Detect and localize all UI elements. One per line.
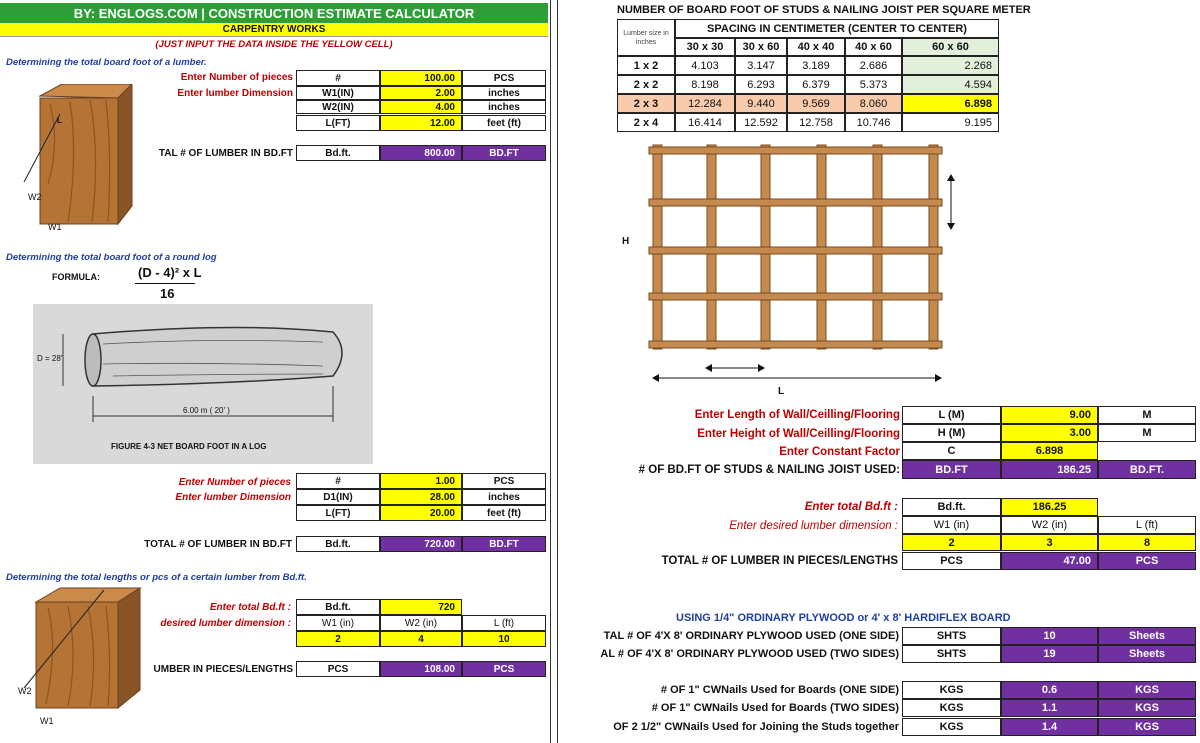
nails-joint-value: 1.4 <box>1001 718 1098 736</box>
studs-bdft-label: # OF BD.FT OF STUDS & NAILING JOIST USED: <box>638 464 900 476</box>
pieces-label: Enter Number of pieces <box>180 72 293 83</box>
plywood-two-sides-value: 19 <box>1001 645 1098 663</box>
stud-frame-illustration <box>645 143 950 353</box>
formula-divider <box>135 283 195 284</box>
log-pcs-unit: PCS <box>462 473 546 489</box>
plywood-one-side-value: 10 <box>1001 627 1098 645</box>
wall-length-label: Enter Length of Wall/Ceilling/Flooring <box>694 409 900 421</box>
log-dimension-label: Enter lumber Dimension <box>175 492 291 503</box>
nails-joint-label: OF 2 1/2" CWNails Used for Joining the Studs together <box>613 721 899 733</box>
log-total-unit: BD.FT <box>462 536 546 552</box>
log-figure-caption: FIGURE 4-3 NET BOARD FOOT IN A LOG <box>111 442 267 451</box>
pcs-total-symbol: PCS <box>296 661 380 677</box>
log-pcs-symbol: # <box>296 473 380 489</box>
w1-input[interactable]: 2.00 <box>380 86 462 100</box>
pcs-bdft-input[interactable]: 720 <box>380 599 462 615</box>
dim-label-w1: W1 <box>48 222 62 232</box>
pcs2-w1-header: W1 (in) <box>902 516 1001 534</box>
plywood-two-sides-label: AL # OF 4'X 8' ORDINARY PLYWOOD USED (TWO SIDES) <box>600 648 899 660</box>
pcs-total-label: UMBER IN PIECES/LENGTHS <box>153 664 293 675</box>
w1-symbol: W1(IN) <box>296 86 380 100</box>
nails-joint-symbol: KGS <box>902 718 1001 736</box>
log-pieces-label: Enter Number of pieces <box>178 477 291 488</box>
log-d1-input[interactable]: 28.00 <box>380 489 462 505</box>
pcs-l-input[interactable]: 10 <box>462 631 546 647</box>
table-cell: 3.147 <box>735 56 787 75</box>
app-title-bar: BY: ENGLOGS.COM | CONSTRUCTION ESTIMATE CALCULATOR <box>0 3 548 23</box>
table-cell: 2.268 <box>902 56 999 75</box>
log-total-label: TOTAL # OF LUMBER IN BD.FT <box>144 539 292 550</box>
input-instruction: (JUST INPUT THE DATA INSIDE THE YELLOW CELL) <box>155 39 393 50</box>
spacing-header: SPACING IN CENTIMETER (CENTER TO CENTER) <box>675 19 999 38</box>
pcs2-bdft-symbol: Bd.ft. <box>902 498 1001 516</box>
dim-label-w1-b: W1 <box>40 716 54 726</box>
col-header: 60 x 60 <box>902 38 999 56</box>
w2-input[interactable]: 4.00 <box>380 100 462 114</box>
pcs-w2-input[interactable]: 4 <box>380 631 462 647</box>
dim-label-l: L <box>57 116 62 125</box>
pcs2-bdft-input[interactable]: 186.25 <box>1001 498 1098 516</box>
table-cell: 12.592 <box>735 113 787 132</box>
pcs-unit: PCS <box>462 70 546 86</box>
log-l-unit: feet (ft) <box>462 505 546 521</box>
table-cell: 4.594 <box>902 75 999 94</box>
w1-unit: inches <box>462 86 546 100</box>
pcs-w1-header: W1 (in) <box>296 615 380 631</box>
pcs2-dimension-label: Enter desired lumber dimension : <box>729 520 898 532</box>
nails-two-sides-symbol: KGS <box>902 699 1001 717</box>
table-cell: 12.758 <box>787 113 845 132</box>
table-cell: 3.189 <box>787 56 845 75</box>
pcs-bdft-symbol: Bd.ft. <box>296 599 380 615</box>
constant-factor-input[interactable]: 6.898 <box>1001 442 1098 460</box>
pcs2-total-symbol: PCS <box>902 552 1001 570</box>
l-symbol: L(FT) <box>296 115 380 131</box>
log-diameter-label: D = 28" <box>37 354 64 363</box>
row-size: 2 x 2 <box>617 75 675 94</box>
pcs-total-unit: PCS <box>462 661 546 677</box>
plywood-one-side-label: TAL # OF 4'X 8' ORDINARY PLYWOOD USED (ONE SIDE) <box>603 630 899 642</box>
table-cell: 12.284 <box>675 94 735 113</box>
wall-height-unit: M <box>1098 424 1196 442</box>
nails-one-side-symbol: KGS <box>902 681 1001 699</box>
table-cell: 6.379 <box>787 75 845 94</box>
nails-two-sides-label: # OF 1" CWNails Used for Boards (TWO SIDES) <box>651 702 899 714</box>
section-subtitle: CARPENTRY WORKS <box>0 23 548 37</box>
table-cell: 9.195 <box>902 113 999 132</box>
log-l-input[interactable]: 20.00 <box>380 505 462 521</box>
table-cell: 8.060 <box>845 94 902 113</box>
constant-factor-symbol: C <box>902 442 1001 460</box>
studs-table-title: NUMBER OF BOARD FOOT OF STUDS & NAILING JOIST PER SQUARE METER <box>617 4 1031 16</box>
wall-height-label: Enter Height of Wall/Ceilling/Flooring <box>697 428 900 440</box>
total-bdft-symbol: Bd.ft. <box>296 145 380 161</box>
constant-factor-label: Enter Constant Factor <box>779 446 900 458</box>
table-cell: 4.103 <box>675 56 735 75</box>
col-header: 30 x 30 <box>675 38 735 56</box>
nails-one-side-value: 0.6 <box>1001 681 1098 699</box>
studs-bdft-value: 186.25 <box>1001 460 1098 479</box>
table-cell-selected[interactable]: 6.898 <box>902 94 999 113</box>
plywood-heading: USING 1/4" ORDINARY PLYWOOD or 4' x 8' HARDIFLEX BOARD <box>676 612 1011 624</box>
plywood-one-side-unit: Sheets <box>1098 627 1196 645</box>
plywood-two-sides-symbol: SHTS <box>902 645 1001 663</box>
plywood-one-side-symbol: SHTS <box>902 627 1001 645</box>
table-cell: 2.686 <box>845 56 902 75</box>
pcs2-l-header: L (ft) <box>1098 516 1196 534</box>
table-cell: 6.293 <box>735 75 787 94</box>
col-header: 30 x 60 <box>735 38 787 56</box>
l-input[interactable]: 12.00 <box>380 115 462 131</box>
dim-label-w2-b: W2 <box>18 686 32 696</box>
total-bdft-label: TAL # OF LUMBER IN BD.FT <box>158 148 293 159</box>
w2-unit: inches <box>462 100 546 114</box>
pcs-symbol: # <box>296 70 380 86</box>
pcs-l-header: L (ft) <box>462 615 546 631</box>
pcs2-w2-header: W2 (in) <box>1001 516 1098 534</box>
lumber-block-illustration <box>20 84 135 229</box>
total-bdft-value: 800.00 <box>380 145 462 161</box>
wall-height-input[interactable]: 3.00 <box>1001 424 1098 442</box>
l-unit: feet (ft) <box>462 115 546 131</box>
log-l-symbol: L(FT) <box>296 505 380 521</box>
log-length-label: 6.00 m ( 20' ) <box>183 406 230 415</box>
table-cell: 8.198 <box>675 75 735 94</box>
wall-length-input[interactable]: 9.00 <box>1001 406 1098 424</box>
log-total-value: 720.00 <box>380 536 462 552</box>
studs-bdft-unit: BD.FT. <box>1098 460 1196 479</box>
log-total-symbol: Bd.ft. <box>296 536 380 552</box>
nails-one-side-unit: KGS <box>1098 681 1196 699</box>
studs-bdft-symbol: BD.FT <box>902 460 1001 479</box>
nails-joint-unit: KGS <box>1098 718 1196 736</box>
frame-width-arrow <box>705 360 765 370</box>
log-pcs-input[interactable]: 1.00 <box>380 473 462 489</box>
w2-symbol: W2(IN) <box>296 100 380 114</box>
nails-one-side-label: # OF 1" CWNails Used for Boards (ONE SIDE) <box>660 684 899 696</box>
pcs-w1-input[interactable]: 2 <box>296 631 380 647</box>
frame-length-line <box>652 370 942 380</box>
plywood-two-sides-unit: Sheets <box>1098 645 1196 663</box>
dim-label-w2: W2 <box>28 192 42 202</box>
frame-height-arrow <box>945 174 957 230</box>
pcs-w2-header: W2 (in) <box>380 615 462 631</box>
pcs2-total-label: TOTAL # OF LUMBER IN PIECES/LENGTHS <box>661 555 898 567</box>
pcs2-total-value: 47.00 <box>1001 552 1098 570</box>
table-corner-cell: Lumber size in inches <box>617 19 675 56</box>
table-cell: 9.569 <box>787 94 845 113</box>
row-size: 2 x 4 <box>617 113 675 132</box>
pcs2-total-unit: PCS <box>1098 552 1196 570</box>
wall-height-symbol: H (M) <box>902 424 1001 442</box>
pcs-dimension-label: desired lumber dimension : <box>160 618 291 629</box>
nails-two-sides-unit: KGS <box>1098 699 1196 717</box>
pcs2-w1-input[interactable]: 2 <box>902 534 1001 551</box>
log-d1-symbol: D1(IN) <box>296 489 380 505</box>
log-figure <box>33 304 373 464</box>
row-size: 2 x 3 <box>617 94 675 113</box>
lumber-section-heading: Determining the total board foot of a lumber. <box>6 57 207 68</box>
table-cell: 16.414 <box>675 113 735 132</box>
table-cell: 5.373 <box>845 75 902 94</box>
col-header: 40 x 40 <box>787 38 845 56</box>
pcs2-bdft-label: Enter total Bd.ft : <box>804 501 898 513</box>
pcs-input[interactable]: 100.00 <box>380 70 462 86</box>
table-cell: 9.440 <box>735 94 787 113</box>
formula-label: FORMULA: <box>52 272 100 282</box>
log-d1-unit: inches <box>462 489 546 505</box>
row-size: 1 x 2 <box>617 56 675 75</box>
formula-numerator: (D - 4)² x L <box>138 265 202 280</box>
nails-two-sides-value: 1.1 <box>1001 699 1098 717</box>
frame-h-label: H <box>622 236 630 247</box>
wall-length-symbol: L (M) <box>902 406 1001 424</box>
frame-l-label: L <box>778 386 785 397</box>
dimension-label: Enter lumber Dimension <box>177 88 293 99</box>
pcs-total-value: 108.00 <box>380 661 462 677</box>
table-cell: 10.746 <box>845 113 902 132</box>
pcs-section-heading: Determining the total lengths or pcs of a certain lumber from Bd.ft. <box>6 572 307 583</box>
pcs2-w2-input[interactable]: 3 <box>1001 534 1098 551</box>
pcs-bdft-label: Enter total Bd.ft : <box>209 602 291 613</box>
col-header: 40 x 60 <box>845 38 902 56</box>
pcs2-l-input[interactable]: 8 <box>1098 534 1196 551</box>
formula-denominator: 16 <box>160 286 175 301</box>
total-bdft-unit: BD.FT <box>462 145 546 161</box>
log-section-heading: Determining the total board foot of a round log <box>6 252 217 263</box>
wall-length-unit: M <box>1098 406 1196 424</box>
